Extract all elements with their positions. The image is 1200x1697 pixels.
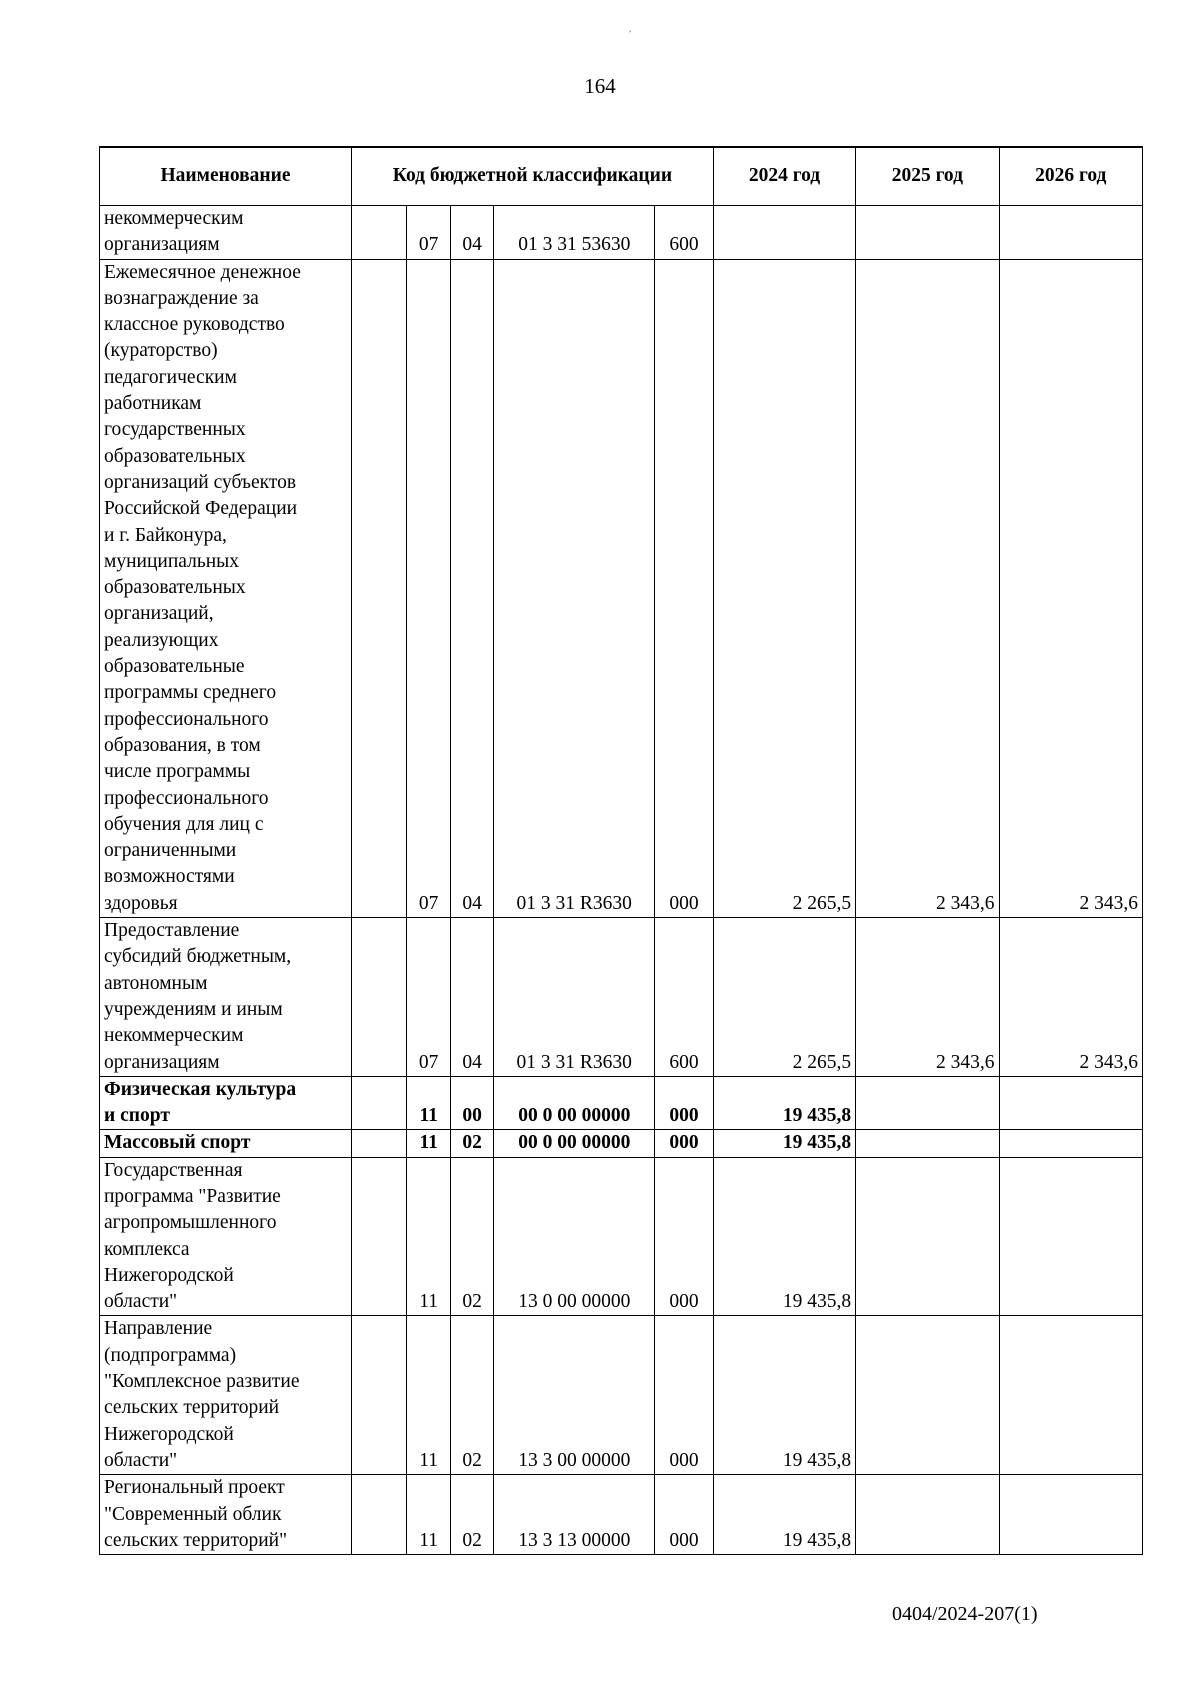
row-name: Государственная программа "Развитие агропромышленного комплекса Нижегородской области" bbox=[100, 1157, 352, 1316]
expense-type-code: 000 bbox=[655, 1076, 714, 1130]
code-part-1 bbox=[352, 1130, 407, 1157]
value-2025 bbox=[856, 1157, 999, 1316]
value-2024: 19 435,8 bbox=[713, 1157, 855, 1316]
section-code: 11 bbox=[407, 1157, 450, 1316]
row-name: Предоставление субсидий бюджетным, автономным учреждениям и иным некоммерческим организациям bbox=[100, 918, 352, 1077]
target-article-code: 13 3 00 00000 bbox=[494, 1316, 655, 1475]
subsection-code: 04 bbox=[450, 206, 493, 260]
value-2024: 19 435,8 bbox=[713, 1076, 855, 1130]
subsection-code: 02 bbox=[450, 1316, 493, 1475]
table-row bbox=[100, 259, 1143, 917]
row-name: некоммерческим организациям bbox=[100, 206, 352, 260]
section-code: 11 bbox=[407, 1130, 450, 1157]
code-part-1 bbox=[352, 206, 407, 260]
value-2024 bbox=[713, 206, 855, 260]
expense-type-code: 000 bbox=[655, 1130, 714, 1157]
expense-type-code: 000 bbox=[655, 1316, 714, 1475]
section-code: 07 bbox=[407, 206, 450, 260]
target-article-code: 13 3 13 00000 bbox=[494, 1475, 655, 1555]
expense-type-code: 600 bbox=[655, 206, 714, 260]
subsection-code: 04 bbox=[450, 918, 493, 1077]
value-2026: 2 343,6 bbox=[999, 918, 1142, 1077]
header-2025: 2025 год bbox=[856, 147, 999, 206]
subsection-code: 02 bbox=[450, 1130, 493, 1157]
target-article-code: 13 0 00 00000 bbox=[494, 1157, 655, 1316]
target-article-code: 01 3 31 53630 bbox=[494, 206, 655, 260]
code-part-1 bbox=[352, 1076, 407, 1130]
document-code: 0404/2024-207(1) bbox=[892, 1603, 1038, 1625]
expense-type-code: 000 bbox=[655, 1475, 714, 1555]
value-2025 bbox=[856, 1076, 999, 1130]
value-2024: 19 435,8 bbox=[713, 1475, 855, 1555]
target-article-code: 01 3 31 R3630 bbox=[494, 918, 655, 1077]
header-code: Код бюджетной классификации bbox=[352, 147, 714, 206]
subsection-code: 00 bbox=[450, 1076, 493, 1130]
value-2025: 2 343,6 bbox=[856, 918, 999, 1077]
code-part-1 bbox=[352, 259, 407, 917]
value-2026: 2 343,6 bbox=[999, 259, 1142, 917]
value-2025 bbox=[856, 1130, 999, 1157]
value-2026 bbox=[999, 1130, 1142, 1157]
subsection-code: 04 bbox=[450, 259, 493, 917]
code-part-1 bbox=[352, 918, 407, 1077]
section-code: 11 bbox=[407, 1475, 450, 1555]
table-row bbox=[100, 206, 1143, 260]
table-row bbox=[100, 1316, 1143, 1475]
row-name: Ежемесячное денежное вознаграждение за классное руководство (кураторство) педагогическим работникам государственных образовательных организаций субъектов Российской Федерации и г. Байконура, муниципальных образовательных организаций, реализующих образовательные программы среднего профессионального образования, в том числе программы профессионального обучения для лиц с ограниченными возможностями здоровья bbox=[100, 259, 352, 917]
table-row bbox=[100, 918, 1143, 1077]
header-name: Наименование bbox=[100, 147, 352, 206]
value-2024: 19 435,8 bbox=[713, 1130, 855, 1157]
row-name: Региональный проект "Современный облик сельских территорий" bbox=[100, 1475, 352, 1555]
value-2025 bbox=[856, 1475, 999, 1555]
header-2026: 2026 год bbox=[999, 147, 1142, 206]
value-2024: 2 265,5 bbox=[713, 259, 855, 917]
section-code: 07 bbox=[407, 259, 450, 917]
section-code: 11 bbox=[407, 1316, 450, 1475]
value-2026 bbox=[999, 1076, 1142, 1130]
value-2024: 2 265,5 bbox=[713, 918, 855, 1077]
expense-type-code: 600 bbox=[655, 918, 714, 1077]
code-part-1 bbox=[352, 1316, 407, 1475]
header-2024: 2024 год bbox=[713, 147, 855, 206]
target-article-code: 01 3 31 R3630 bbox=[494, 259, 655, 917]
expense-type-code: 000 bbox=[655, 259, 714, 917]
section-code: 07 bbox=[407, 918, 450, 1077]
value-2025 bbox=[856, 1316, 999, 1475]
header-row bbox=[100, 147, 1143, 206]
row-name: Массовый спорт bbox=[100, 1130, 352, 1157]
value-2026 bbox=[999, 1475, 1142, 1555]
subsection-code: 02 bbox=[450, 1157, 493, 1316]
table-row bbox=[100, 1130, 1143, 1157]
page-number: 164 bbox=[584, 74, 616, 98]
budget-table bbox=[99, 146, 1143, 1555]
section-code: 11 bbox=[407, 1076, 450, 1130]
row-name: Физическая культура и спорт bbox=[100, 1076, 352, 1130]
value-2026 bbox=[999, 206, 1142, 260]
table-row bbox=[100, 1076, 1143, 1130]
target-article-code: 00 0 00 00000 bbox=[494, 1130, 655, 1157]
value-2025 bbox=[856, 206, 999, 260]
code-part-1 bbox=[352, 1157, 407, 1316]
stray-mark: ´ bbox=[628, 28, 632, 42]
value-2026 bbox=[999, 1316, 1142, 1475]
row-name: Направление (подпрограмма) "Комплексное развитие сельских территорий Нижегородской области" bbox=[100, 1316, 352, 1475]
target-article-code: 00 0 00 00000 bbox=[494, 1076, 655, 1130]
table-row bbox=[100, 1475, 1143, 1555]
code-part-1 bbox=[352, 1475, 407, 1555]
value-2026 bbox=[999, 1157, 1142, 1316]
table-row bbox=[100, 1157, 1143, 1316]
value-2025: 2 343,6 bbox=[856, 259, 999, 917]
value-2024: 19 435,8 bbox=[713, 1316, 855, 1475]
subsection-code: 02 bbox=[450, 1475, 493, 1555]
expense-type-code: 000 bbox=[655, 1157, 714, 1316]
